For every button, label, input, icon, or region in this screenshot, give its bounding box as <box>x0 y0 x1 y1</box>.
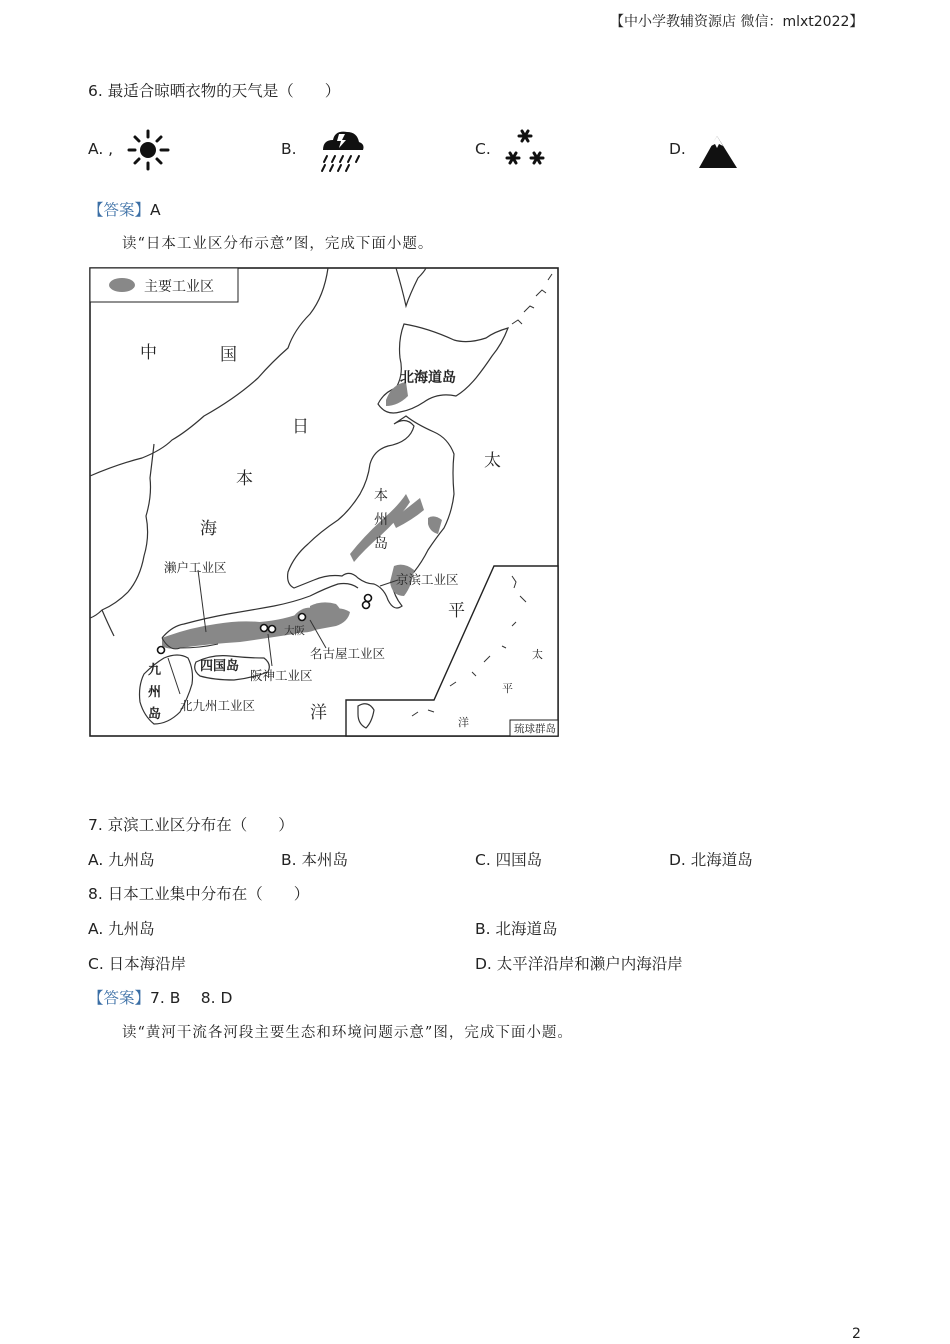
label-nagoya: 名古屋工业区 <box>310 646 386 661</box>
snow-icon <box>501 126 551 176</box>
q78-answer <box>88 988 232 1008</box>
map-legend <box>90 268 238 302</box>
q7-option-b[interactable]: B. 本州岛 <box>281 851 348 869</box>
label-honshu-3: 岛 <box>374 536 388 552</box>
q6-stem: 6. 最适合晾晒衣物的天气是（ ） <box>88 82 341 100</box>
label-kyushu-1: 九 <box>148 663 162 678</box>
q8-option-b[interactable]: B. 北海道岛 <box>475 920 558 938</box>
q8-option-d[interactable]: D. 太平洋沿岸和濑户内海沿岸 <box>475 955 683 973</box>
q6-option-c[interactable] <box>475 126 675 176</box>
q6-option-a[interactable] <box>88 128 288 172</box>
q7-option-c[interactable]: C. 四国岛 <box>475 851 543 869</box>
japan-industrial-map <box>88 266 562 740</box>
header-watermark: 【中小学教辅资源店 微信：mlxt2022】 <box>610 14 864 30</box>
label-hanshin: 阪神工业区 <box>250 668 313 683</box>
label-osaka: 大阪 <box>284 625 305 637</box>
q7-stem: 7. 京滨工业区分布在（ ） <box>88 816 294 834</box>
sun-icon <box>124 128 174 172</box>
label-kyushu-2: 州 <box>148 685 162 700</box>
label-honshu-1: 本 <box>374 488 388 504</box>
label-china-1: 中 <box>140 343 157 363</box>
q7-option-d[interactable]: D. 北海道岛 <box>669 851 753 869</box>
answer-tag: 【答案】 <box>88 201 151 219</box>
map-intro: 读“日本工业区分布示意”图，完成下面小题。 <box>122 236 434 252</box>
thunder-rain-icon <box>317 126 367 176</box>
answer-tag: 【答案】 <box>88 989 151 1007</box>
inset-label: 琉球群岛 <box>514 723 556 735</box>
q8-stem: 8. 日本工业集中分布在（ ） <box>88 885 310 903</box>
mountain-icon <box>695 128 741 172</box>
q6-option-b-label: B. <box>281 140 297 158</box>
legend-label: 主要工业区 <box>144 279 214 295</box>
next-intro: 读“黄河干流各河段主要生态和环境问题示意”图，完成下面小题。 <box>122 1025 573 1041</box>
q7-option-a[interactable]: A. 九州岛 <box>88 851 155 869</box>
label-sea-1: 日 <box>292 417 309 437</box>
label-kyushu-3: 岛 <box>148 707 162 722</box>
label-china-2: 国 <box>220 345 237 365</box>
q8-option-c[interactable]: C. 日本海沿岸 <box>88 955 187 973</box>
label-sea-2: 本 <box>236 469 253 489</box>
label-hokkaido: 北海道岛 <box>400 370 456 386</box>
label-pacific-1: 太 <box>484 451 501 471</box>
label-sea-3: 海 <box>200 519 217 539</box>
answer-value: 7. B 8. D <box>150 989 233 1007</box>
q6-option-b[interactable] <box>281 126 481 176</box>
q6-option-c-label: C. <box>475 140 491 158</box>
q6-option-a-label: A. , <box>88 140 114 158</box>
label-setouchi: 濑户工业区 <box>164 560 227 575</box>
label-pacific-3: 洋 <box>310 703 327 723</box>
answer-value: A <box>150 201 161 219</box>
q8-option-a[interactable]: A. 九州岛 <box>88 920 155 938</box>
label-kitakyushu: 北九州工业区 <box>180 698 256 713</box>
q6-answer <box>88 200 161 220</box>
q6-option-d-label: D. <box>669 140 686 158</box>
inset-label-3: 洋 <box>458 716 469 729</box>
label-keihin: 京滨工业区 <box>396 572 459 587</box>
inset-label-1: 太 <box>532 648 543 661</box>
label-shikoku: 四国岛 <box>200 659 240 674</box>
q6-option-d[interactable] <box>669 126 869 176</box>
page-number: 2 <box>852 1326 861 1342</box>
inset-label-2: 平 <box>502 682 513 695</box>
label-honshu-2: 州 <box>374 512 388 528</box>
label-pacific-2: 平 <box>448 601 465 621</box>
